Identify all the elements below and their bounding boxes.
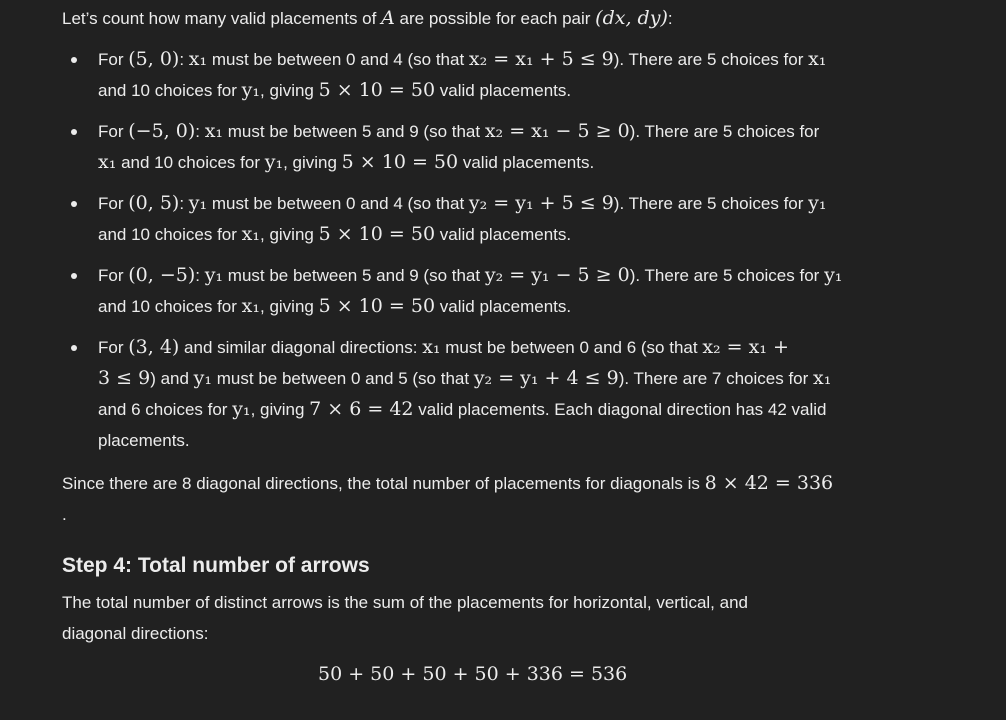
case-text: must be between 5 and 9 (so that: [223, 122, 485, 141]
math-expression: y₂ = y₁ − 5 ≥ 0: [484, 264, 630, 286]
math-expression: x₁: [808, 48, 827, 70]
case-text: , giving: [260, 81, 319, 100]
intro-text-mid: are possible for each pair: [394, 9, 596, 28]
bullet-dot: [71, 201, 77, 207]
math-expression: y₁: [264, 151, 284, 173]
case-item: [62, 44, 862, 106]
final-equation: 50 + 50 + 50 + 50 + 336 = 536: [318, 663, 628, 685]
math-expression: 3 ≤ 9: [98, 367, 151, 389]
case-text: :: [179, 194, 189, 213]
math-expression: (0, −5): [128, 264, 196, 286]
case-line: [98, 369, 831, 388]
case-text: ). There are 5 choices for: [613, 50, 809, 69]
case-text: and 10 choices for: [116, 153, 265, 172]
math-expression: y₁: [188, 192, 208, 214]
math-expression: y₁: [193, 367, 213, 389]
case-text: ). There are 5 choices for: [629, 122, 820, 141]
case-text: :: [179, 50, 189, 69]
intro-text-before: Let’s count how many valid placements of: [62, 9, 382, 28]
case-text: ). There are 5 choices for: [629, 266, 825, 285]
case-text: must be between 0 and 6 (so that: [440, 338, 703, 357]
case-line: [98, 225, 571, 244]
math-expression: x₂ = x₁ +: [702, 336, 789, 358]
bullet-dot: [71, 57, 77, 63]
case-text: , giving: [260, 297, 319, 316]
case-text: and 6 choices for: [98, 400, 233, 419]
bullet-dot: [71, 273, 77, 279]
math-expression: 7 × 6 = 42: [309, 398, 414, 420]
math-expression: x₂ = x₁ − 5 ≥ 0: [484, 120, 630, 142]
case-line: [98, 297, 571, 316]
bullet-dot: [71, 129, 77, 135]
case-text: must be between 0 and 4 (so that: [207, 50, 469, 69]
placement-cases-list: [62, 44, 862, 456]
math-expression: x₁: [241, 295, 260, 317]
case-line: [98, 81, 571, 100]
case-text: valid placements.: [435, 297, 572, 316]
step4-line1: The total number of distinct arrows is the sum of the placements for horizontal, vertical, and: [62, 593, 748, 612]
math-expression: (5, 0): [128, 48, 180, 70]
math-var-a: A: [381, 7, 395, 29]
case-text: For: [98, 266, 129, 285]
bullet-dot: [71, 345, 77, 351]
math-expression: (3, 4): [128, 336, 180, 358]
case-text: and 10 choices for: [98, 297, 242, 316]
case-line: [98, 266, 842, 285]
math-expression: y₁: [232, 398, 251, 420]
case-text: ). There are 5 choices for: [613, 194, 809, 213]
math-expression: y₁: [204, 264, 224, 286]
intro-paragraph: [62, 3, 862, 34]
case-text: and 10 choices for: [98, 81, 242, 100]
case-line: [98, 122, 819, 141]
case-text: :: [195, 122, 205, 141]
math-expression: 5 × 10 = 50: [318, 223, 436, 245]
case-text: For: [98, 338, 129, 357]
case-text: and 10 choices for: [98, 225, 242, 244]
case-line: [98, 194, 827, 213]
case-line: [98, 50, 826, 69]
math-expression: 5 × 10 = 50: [341, 151, 459, 173]
math-expression: (0, 5): [128, 192, 180, 214]
math-expression: y₂ = y₁ + 4 ≤ 9: [473, 367, 619, 389]
case-item: [62, 188, 862, 250]
diagonal-total-trailing: .: [62, 505, 67, 524]
case-line: [98, 431, 190, 450]
case-text: :: [195, 266, 205, 285]
case-line: [98, 153, 594, 172]
math-expression: x₁: [98, 151, 117, 173]
case-line: [98, 338, 789, 357]
case-text: For: [98, 122, 129, 141]
case-item: [62, 260, 862, 322]
intro-text-after: :: [667, 9, 673, 28]
case-text: valid placements.: [435, 81, 572, 100]
case-text: must be between 0 and 5 (so that: [212, 369, 474, 388]
case-item: [62, 116, 862, 178]
diagonal-total-paragraph: [62, 468, 862, 499]
math-expression: x₁: [422, 336, 441, 358]
case-text: must be between 0 and 4 (so that: [207, 194, 469, 213]
math-expression: 5 × 10 = 50: [318, 79, 436, 101]
math-pair-dxdy: (dx, dy): [595, 7, 668, 29]
math-expression: y₁: [824, 264, 843, 286]
case-text: ) and: [150, 369, 194, 388]
math-expression: y₂ = y₁ + 5 ≤ 9: [468, 192, 614, 214]
math-expression: 5 × 10 = 50: [318, 295, 436, 317]
case-item: [62, 332, 862, 456]
case-text: For: [98, 50, 129, 69]
case-text: valid placements.: [435, 225, 572, 244]
case-text: placements.: [98, 431, 190, 450]
math-expression: x₁: [241, 223, 260, 245]
step4-heading: Step 4: Total number of arrows: [62, 554, 370, 577]
case-text: , giving: [260, 225, 319, 244]
math-expression: x₁: [204, 120, 224, 142]
case-text: For: [98, 194, 129, 213]
math-expression: x₁: [813, 367, 832, 389]
math-expression: x₂ = x₁ + 5 ≤ 9: [468, 48, 614, 70]
assistant-message: [62, 3, 862, 690]
case-text: must be between 5 and 9 (so that: [223, 266, 485, 285]
math-expression: y₁: [241, 79, 261, 101]
case-line: [98, 400, 827, 419]
diagonal-total-text: Since there are 8 diagonal directions, the total number of placements for diagonals is: [62, 474, 705, 493]
diagonal-total-math: 8 × 42 = 336: [704, 472, 834, 494]
case-text: and similar diagonal directions:: [179, 338, 423, 357]
math-expression: y₁: [808, 192, 827, 214]
case-text: , giving: [283, 153, 342, 172]
math-expression: (−5, 0): [128, 120, 196, 142]
case-text: , giving: [250, 400, 310, 419]
step4-line2: diagonal directions:: [62, 624, 209, 643]
step4-paragraph: [62, 587, 862, 649]
math-expression: x₁: [188, 48, 208, 70]
case-text: valid placements.: [458, 153, 595, 172]
case-text: ). There are 7 choices for: [618, 369, 814, 388]
case-text: valid placements. Each diagonal direction has 42 valid: [413, 400, 827, 419]
